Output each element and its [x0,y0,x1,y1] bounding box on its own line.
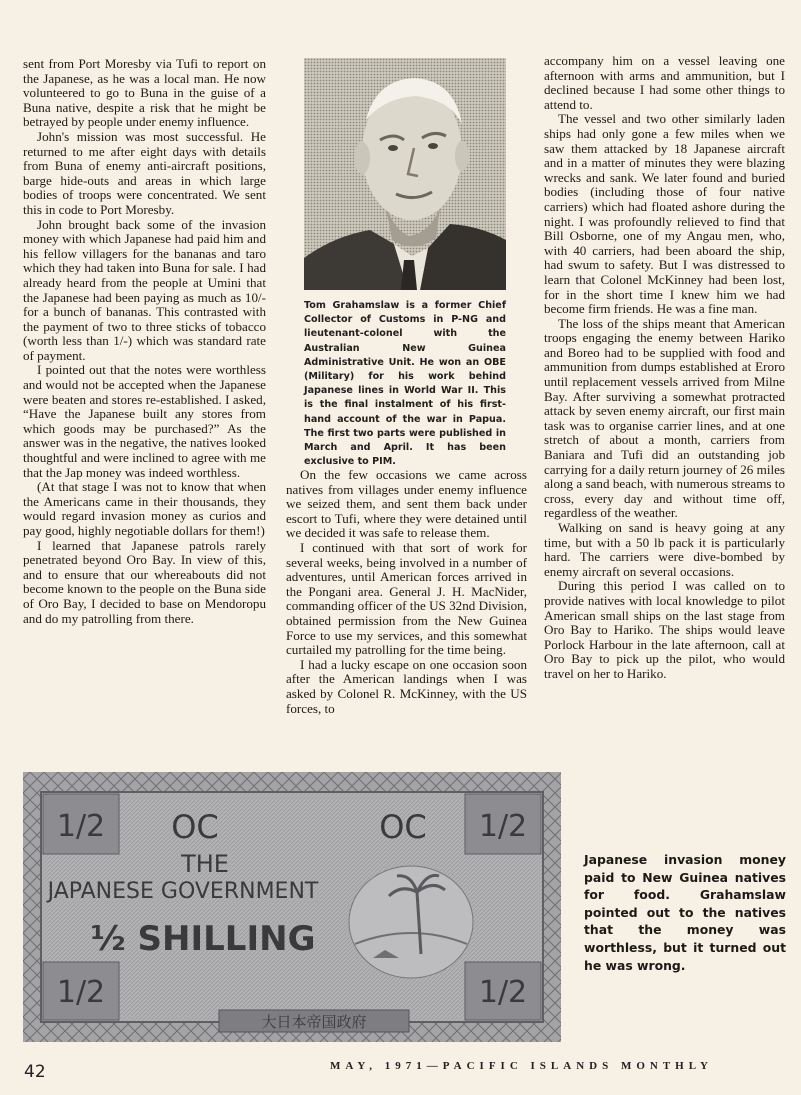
banknote-illustration [23,772,561,1042]
corner-value-bottom-left: 1/2 [56,975,106,1010]
article-column-3 [544,54,785,682]
corner-value-bottom-right: 1/2 [478,975,528,1010]
photo-caption: Tom Grahamslaw is a former Chief Collector of Customs in P-NG and lieutenant-colonel with the Australian New Guinea Administrative Unit. He won an OBE (Military) for his work behind Japanese lines in World War II. This is the final instalment of his first-hand account of the war in Papua. The first two parts were published in March and April. It has been exclusive to PIM. [304,300,506,468]
note-denomination: ½ SHILLING [90,919,316,959]
paragraph: John's mission was most successful. He returned to me after eight days with details from Buna of enemy anti-aircraft positions, barge hide-outs and areas in which large bodies of troops were concentrated. We sent this in code to Port Moresby. [23,128,266,217]
portrait-illustration [304,58,506,290]
paragraph: accompany him on a vessel leaving one afternoon with arms and ammunition, but I declined because I had some other things to attend to. [544,53,785,112]
paragraph: John brought back some of the invasion money with which Japanese had paid him and his fellow villagers for the bananas and taro which they had taken into Buna for sale. I had already heard from the people at Umini that the Japanese had been paying as much as 10/- for a bunch of bananas. This contrasted with the payment of two to three sticks of tobacco (worth less than 1/-) which was standard rate of payment. [23,216,266,363]
series-letters-left: OC [171,808,219,846]
paragraph: I learned that Japanese patrols rarely penetrated beyond Oro Bay. In view of this, and to ensure that our whereabouts did not become known to the people on the Buna side of Oro Bay, I decided to base on Mendoropu and do my patrolling from there. [23,537,266,626]
page-number: 42 [24,1062,46,1082]
paragraph: During this period I was called on to provide natives with local knowledge to pilot American small ships on the last stage from Oro Bay to Hariko. The ships would leave Porlock Harbour in the late afternoon, call at Oro Bay to pick up the pilot, who would travel on her to Hariko. [544,578,785,681]
author-portrait-photo [304,58,506,290]
paragraph: I had a lucky escape on one occasion soon after the American landings when I was asked by Colonel R. McKinney, with the US forces, to [286,656,527,716]
paragraph: The vessel and two other similarly laden ships had only gone a few miles when we saw them attacked by 18 Japanese aircraft and in a matter of minutes they were blazing wrecks and sank. We later found and buried bodies (including those of four native carriers) which had floated ashore during the night. I was profoundly relieved to find that Bill Osborne, one of my Angau men, who, with 40 carriers, had been aboard the ship, had swum to safety. But I was distressed to learn that Colonel McKinney had been lost, for in the short time I knew him we had become firm friends. He was a fine man. [544,111,785,317]
running-footer: MAY, 1971—PACIFIC ISLANDS MONTHLY [330,1060,713,1072]
series-letters-right: OC [379,808,427,846]
paragraph: Walking on sand is heavy going at any time, but with a 50 lb pack it is particularly hard. The carriers were dive-bombed by enemy aircraft on several occasions. [544,520,785,579]
note-text-the: THE [181,850,229,878]
corner-value-top-left: 1/2 [56,809,106,844]
paragraph: The loss of the ships meant that American troops engaging the enemy between Hariko and Boreo had to be supplied with food and ammunition from dumps established at Eroro until replacement vessels arrived from Milne Bay. After surviving a somewhat protracted attack by seven enemy aircraft, our first main task was to organise carrier lines, and at one stretch of about a month, carriers from Baniara and Tufi did an outstanding job carrying for a daily return journey of 26 miles along a sand beach, with numerous streams to cross, every day and without time off, regardless of the weather. [544,315,785,521]
banknote-image [23,772,561,1042]
note-text-government: JAPANESE GOVERNMENT [47,879,319,904]
article-column-1 [23,57,266,626]
article-column-2 [286,468,527,716]
paragraph: sent from Port Moresby via Tufi to report on the Japanese, as he was a local man. He now volunteered to go to Buna in the guise of a Buna native, despite a risk that he might be betrayed by people under enemy influence. [23,56,266,130]
corner-value-top-right: 1/2 [478,809,528,844]
paragraph: I pointed out that the notes were worthless and would not be accepted when the Japanese were beaten and stores re-established. I asked, “Have the Japanese built any stores from which goods may be purchased?” As the answer was in the negative, the natives looked thoughtful and were inclined to agree with me that the Jap money was indeed worthless. [23,362,266,480]
paragraph: On the few occasions we came across natives from villages under enemy influence we seized them, and sent them back under escort to Tufi, where they were detained until we decided it was safe to release them. [286,467,527,541]
paragraph: I continued with that sort of work for several weeks, being involved in a number of adventures, until American forces arrived in the Pongani area. General J. H. MacNider, commanding officer of the US 32nd Division, obtained permission from the New Guinea Force to use my services, and this somewhat curtailed my patrolling for the time being. [286,539,527,658]
banknote-caption: Japanese invasion money paid to New Guinea natives for food. Grahamslaw pointed out to the natives that the money was worthless, but it turned out he was wrong. [584,852,786,973]
paragraph: (At that stage I was not to know that when the Americans came in their thousands, they would regard invasion money as curios and pay good, highly negotiable dollars for them!) [23,479,266,538]
note-seal-text: 大日本帝国政府 [261,1013,367,1031]
landscape-vignette [349,866,473,978]
